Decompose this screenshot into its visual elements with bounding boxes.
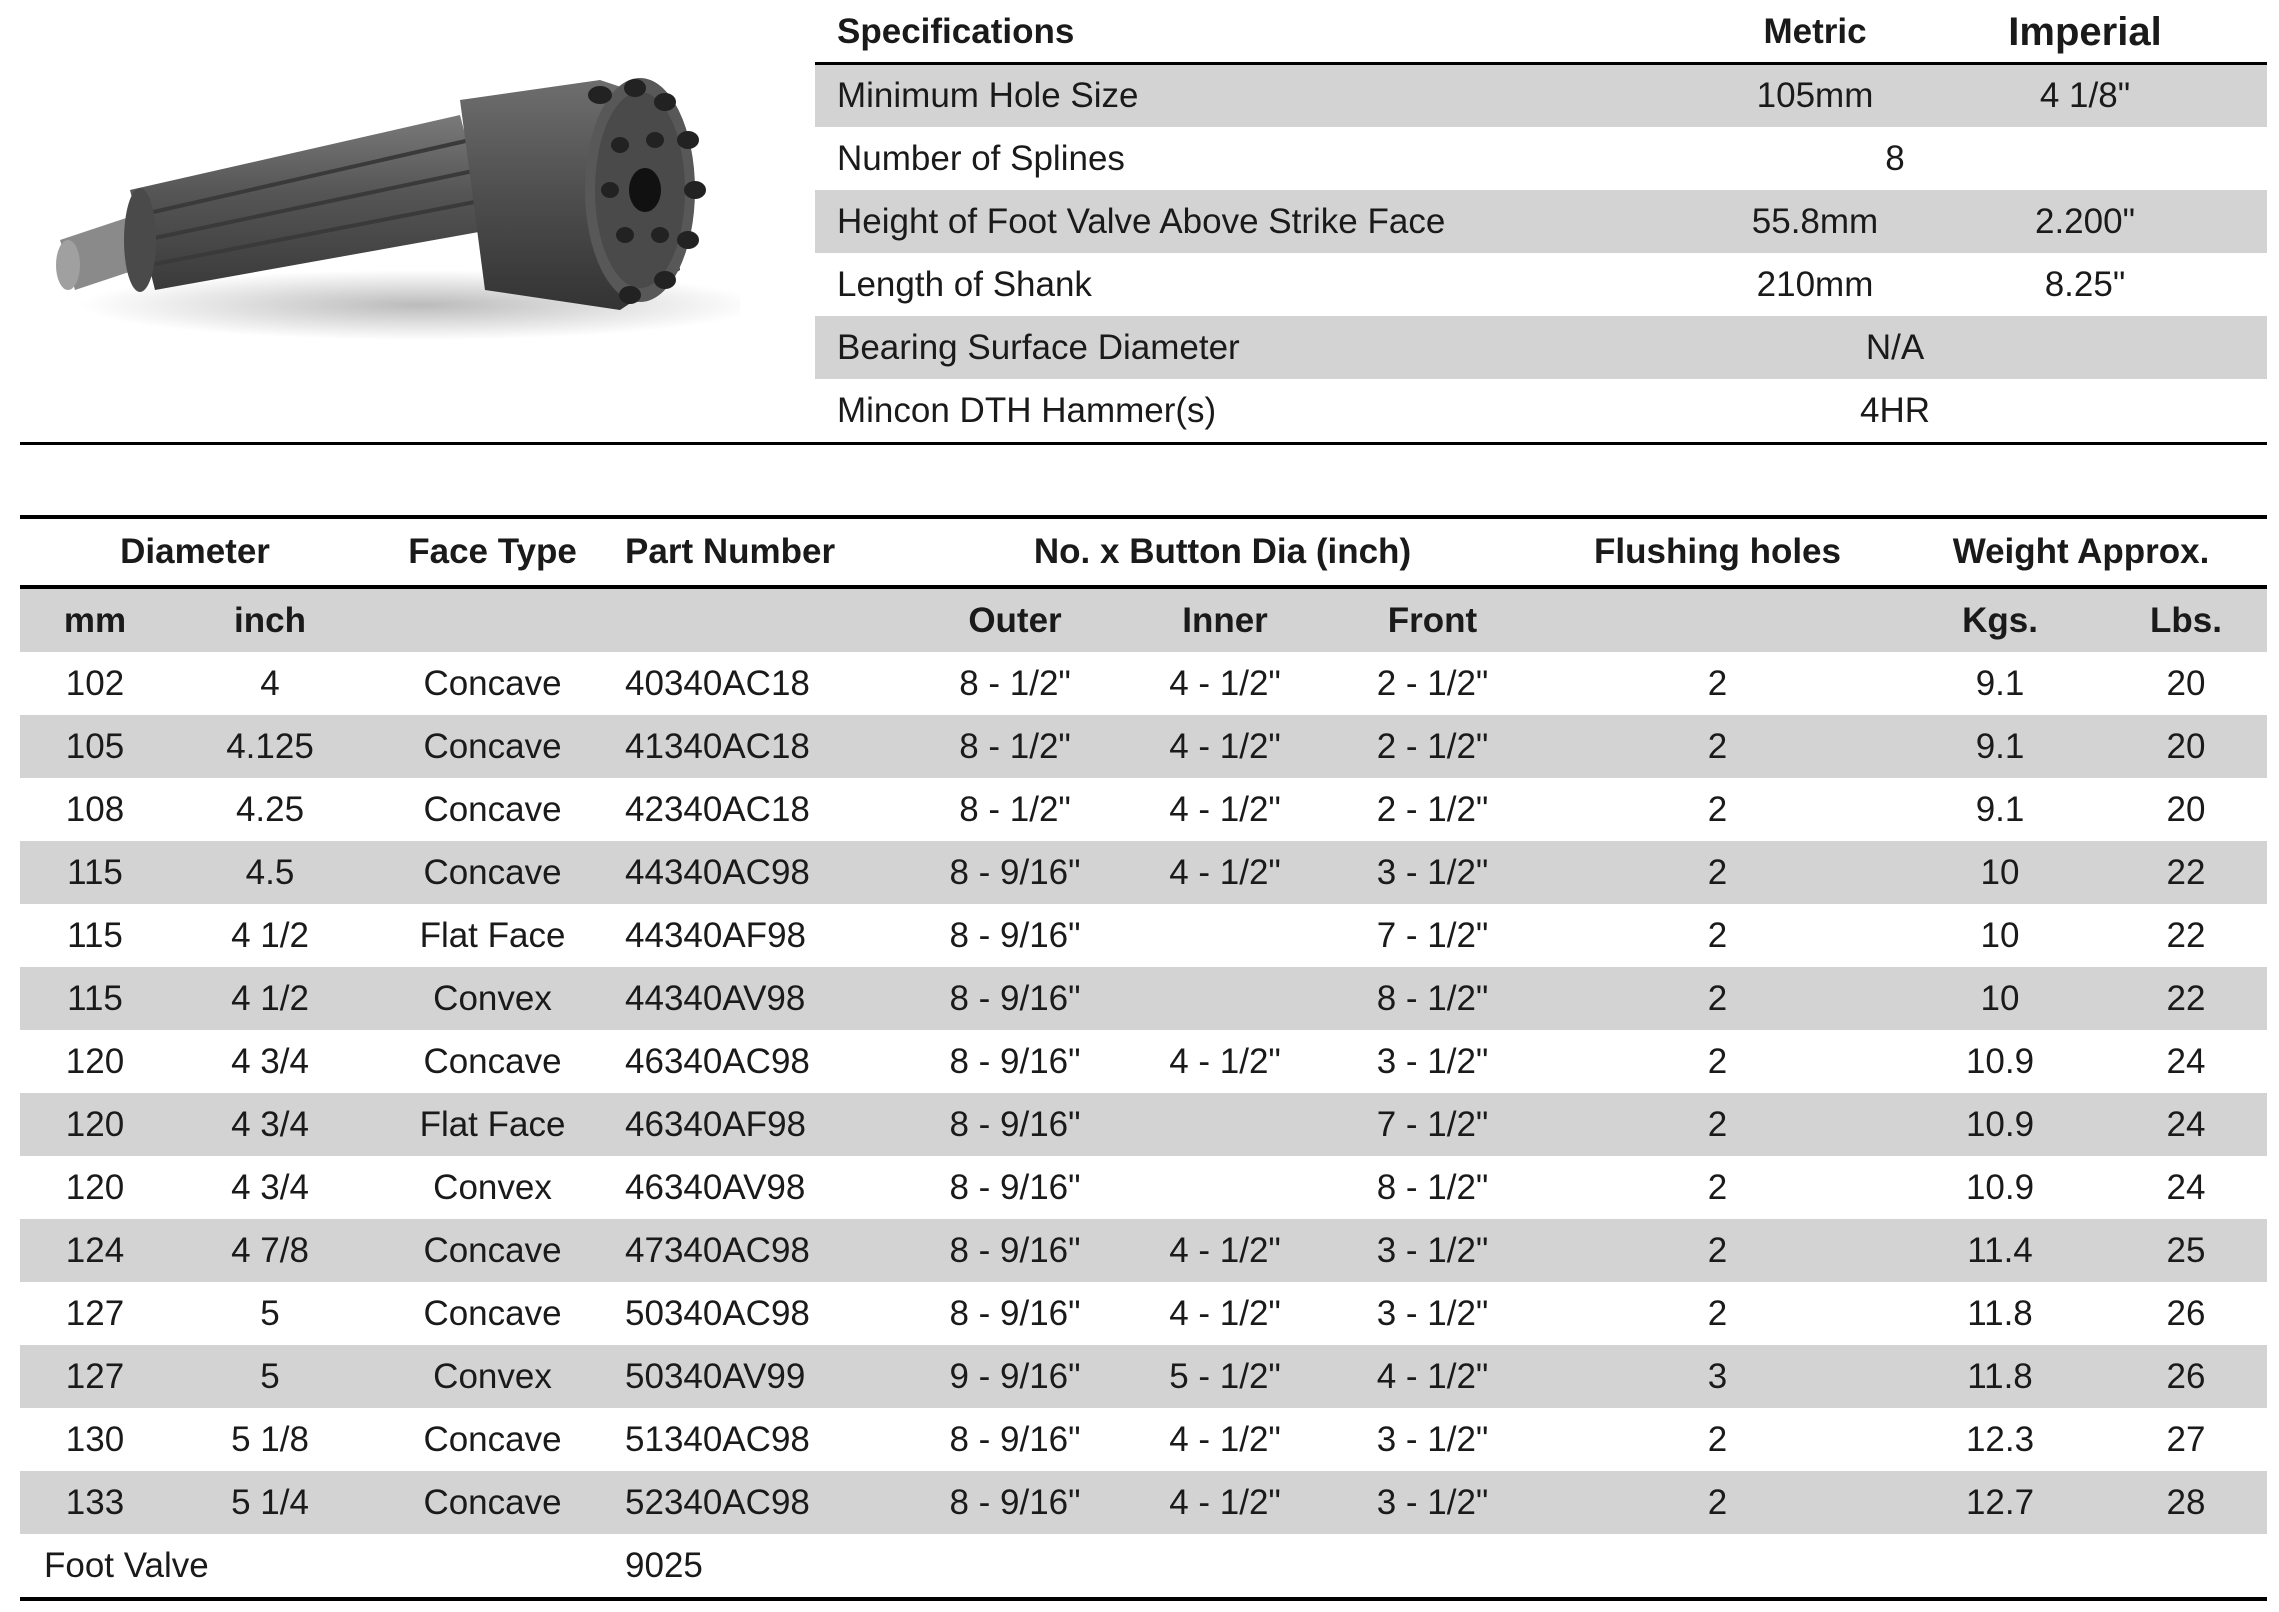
cell-kgs: 9.1 xyxy=(1975,663,2025,703)
cell-inch: 4 xyxy=(260,663,280,703)
subheader-outer: Outer xyxy=(905,587,1125,652)
cell-part-number: 44340AF98 xyxy=(625,915,806,955)
spec-header-row xyxy=(815,0,2267,64)
cell-front: 3 - 1/2" xyxy=(1376,1041,1489,1081)
cell-flushing: 2 xyxy=(1707,1419,1728,1459)
subheader-kgs: Kgs. xyxy=(1895,587,2105,652)
spec-row xyxy=(815,127,2267,190)
cell-mm: 127 xyxy=(20,1345,170,1408)
header-buttons: No. x Button Dia (inch) xyxy=(1033,532,1412,571)
cell-flushing: 2 xyxy=(1540,967,1895,1030)
cell-face-type: Concave xyxy=(370,715,615,778)
cell-inch: 5 1/8 xyxy=(231,1419,309,1459)
cell-inch: 5 xyxy=(170,1345,370,1408)
cell-face-type: Concave xyxy=(423,1419,562,1459)
cell-lbs: 25 xyxy=(2105,1219,2267,1282)
cell-front: 2 - 1/2" xyxy=(1376,789,1489,829)
cell-mm: 130 xyxy=(65,1419,125,1459)
spec-name: Height of Foot Valve Above Strike Face xyxy=(837,202,1446,241)
cell-front: 3 - 1/2" xyxy=(1376,1419,1489,1459)
spec-name: Mincon DTH Hammer(s) xyxy=(837,391,1217,430)
cell-part-number: 50340AC98 xyxy=(625,1293,810,1333)
subheader-blank xyxy=(1540,587,1895,652)
cell-flushing: 2 xyxy=(1707,1041,1728,1081)
cell-inch: 4 7/8 xyxy=(170,1219,370,1282)
cell-inner: 4 - 1/2" xyxy=(1125,1471,1325,1534)
cell-flushing: 2 xyxy=(1707,915,1728,955)
spec-metric-value: 55.8mm xyxy=(1751,202,1879,241)
cell-kgs: 10.9 xyxy=(1895,1093,2105,1156)
cell-part-number: 50340AV99 xyxy=(615,1345,905,1408)
cell-mm: 120 xyxy=(65,1041,125,1081)
table-row xyxy=(20,1282,2267,1345)
table-row xyxy=(20,778,2267,841)
cell-face-type: Concave xyxy=(423,663,562,703)
cell-flushing: 2 xyxy=(1540,1219,1895,1282)
cell-inner xyxy=(1125,1156,1325,1219)
subheader-blank xyxy=(370,587,615,652)
parts-table-body xyxy=(20,652,2267,1534)
drill-bit-icon xyxy=(40,40,740,360)
cell-lbs: 27 xyxy=(2166,1419,2206,1459)
cell-inner: 5 - 1/2" xyxy=(1125,1345,1325,1408)
spec-metric-value: 210mm xyxy=(1756,265,1874,304)
table-row xyxy=(20,1408,2267,1471)
cell-front: 7 - 1/2" xyxy=(1376,915,1489,955)
specifications-table xyxy=(815,0,2267,442)
cell-mm: 124 xyxy=(20,1219,170,1282)
cell-outer: 9 - 9/16" xyxy=(905,1345,1125,1408)
cell-part-number: 42340AC18 xyxy=(625,789,810,829)
cell-flushing: 2 xyxy=(1540,715,1895,778)
subheader-mm: mm xyxy=(20,587,170,652)
cell-outer: 8 - 9/16" xyxy=(949,1293,1081,1333)
table-row xyxy=(20,967,2267,1030)
cell-lbs: 24 xyxy=(2166,1167,2206,1207)
cell-lbs: 26 xyxy=(2166,1293,2206,1333)
cell-front: 3 - 1/2" xyxy=(1376,1293,1489,1333)
cell-mm: 105 xyxy=(20,715,170,778)
spec-header-name: Specifications xyxy=(837,12,1075,51)
cell-front: 7 - 1/2" xyxy=(1325,1093,1540,1156)
spec-row xyxy=(815,253,2267,316)
cell-outer: 8 - 9/16" xyxy=(949,915,1081,955)
spec-imperial-value: 2.200" xyxy=(2034,202,2135,241)
cell-inch: 4.125 xyxy=(170,715,370,778)
spec-value: N/A xyxy=(1865,328,1925,367)
cell-part-number: 46340AC98 xyxy=(625,1041,810,1081)
cell-face-type: Concave xyxy=(423,1293,562,1333)
cell-inch: 4 1/2 xyxy=(170,967,370,1030)
cell-front: 3 - 1/2" xyxy=(1325,841,1540,904)
cell-inner: 4 - 1/2" xyxy=(1169,1293,1281,1333)
spec-rows xyxy=(815,64,2267,442)
cell-lbs: 24 xyxy=(2105,1093,2267,1156)
header-part-number: Part Number xyxy=(625,532,836,571)
cell-kgs: 11.8 xyxy=(1967,1293,2033,1333)
cell-face-type: Concave xyxy=(370,1471,615,1534)
cell-mm: 127 xyxy=(65,1293,125,1333)
cell-lbs: 20 xyxy=(2166,663,2206,703)
cell-kgs: 10.9 xyxy=(1965,1041,2035,1081)
cell-kgs: 9.1 xyxy=(1895,715,2105,778)
spec-row xyxy=(815,190,2267,253)
cell-face-type: Convex xyxy=(370,1345,615,1408)
table-row xyxy=(20,715,2267,778)
cell-lbs: 24 xyxy=(2166,1041,2206,1081)
cell-part-number: 44340AV98 xyxy=(615,967,905,1030)
cell-outer: 8 - 9/16" xyxy=(905,1093,1125,1156)
cell-part-number: 40340AC18 xyxy=(625,663,810,703)
cell-mm: 120 xyxy=(65,1167,125,1207)
cell-kgs: 11.8 xyxy=(1895,1345,2105,1408)
spec-imperial-value: 4 1/8" xyxy=(2039,76,2131,115)
cell-inch: 4.5 xyxy=(170,841,370,904)
cell-kgs: 12.3 xyxy=(1965,1419,2035,1459)
table-row xyxy=(20,1471,2267,1534)
spec-imperial-value: 8.25" xyxy=(2044,265,2126,304)
spec-header-metric: Metric xyxy=(1763,12,1867,51)
cell-face-type: Concave xyxy=(370,1219,615,1282)
cell-lbs: 22 xyxy=(2105,967,2267,1030)
foot-valve-label: Foot Valve xyxy=(44,1545,209,1585)
foot-valve-part: 9025 xyxy=(625,1545,703,1585)
cell-outer: 8 - 9/16" xyxy=(949,1419,1081,1459)
cell-inch: 4 1/2 xyxy=(231,915,309,955)
cell-mm: 120 xyxy=(20,1093,170,1156)
cell-kgs: 10 xyxy=(1895,967,2105,1030)
subheader-inner: Inner xyxy=(1125,587,1325,652)
cell-kgs: 9.1 xyxy=(1975,789,2025,829)
cell-inner: 4 - 1/2" xyxy=(1125,841,1325,904)
header-weight: Weight Approx. xyxy=(1952,532,2210,571)
header-face-type: Face Type xyxy=(408,532,577,571)
cell-front: 4 - 1/2" xyxy=(1325,1345,1540,1408)
cell-kgs: 10.9 xyxy=(1965,1167,2035,1207)
cell-front: 8 - 1/2" xyxy=(1376,1167,1489,1207)
cell-front: 3 - 1/2" xyxy=(1325,1471,1540,1534)
cell-outer: 8 - 9/16" xyxy=(905,967,1125,1030)
cell-part-number: 46340AF98 xyxy=(615,1093,905,1156)
parts-table xyxy=(20,515,2267,1601)
cell-outer: 8 - 9/16" xyxy=(905,1219,1125,1282)
cell-front: 8 - 1/2" xyxy=(1325,967,1540,1030)
table-row xyxy=(20,841,2267,904)
cell-mm: 102 xyxy=(65,663,125,703)
cell-lbs: 26 xyxy=(2105,1345,2267,1408)
table-row xyxy=(20,652,2267,715)
table-row xyxy=(20,904,2267,967)
subheader-inch: inch xyxy=(170,587,370,652)
cell-lbs: 22 xyxy=(2166,915,2206,955)
cell-inch: 4 3/4 xyxy=(231,1167,309,1207)
group-header-row xyxy=(20,517,2267,587)
table-row xyxy=(20,1156,2267,1219)
cell-inner xyxy=(1125,1093,1325,1156)
cell-outer: 8 - 9/16" xyxy=(905,841,1125,904)
cell-inner: 4 - 1/2" xyxy=(1169,789,1281,829)
cell-kgs: 12.7 xyxy=(1895,1471,2105,1534)
cell-lbs: 20 xyxy=(2105,715,2267,778)
cell-flushing: 2 xyxy=(1707,1167,1728,1207)
cell-lbs: 28 xyxy=(2105,1471,2267,1534)
cell-flushing: 2 xyxy=(1707,789,1728,829)
cell-inch: 4 3/4 xyxy=(170,1093,370,1156)
cell-inner: 4 - 1/2" xyxy=(1125,1219,1325,1282)
spec-value: 4HR xyxy=(1859,391,1931,430)
foot-valve-row xyxy=(20,1534,2267,1599)
spec-row xyxy=(815,316,2267,379)
cell-inner: 4 - 1/2" xyxy=(1125,715,1325,778)
spec-metric-value: 105mm xyxy=(1756,76,1874,115)
cell-outer: 8 - 9/16" xyxy=(905,1471,1125,1534)
cell-inner: 4 - 1/2" xyxy=(1169,1041,1281,1081)
cell-inch: 4 3/4 xyxy=(231,1041,309,1081)
cell-face-type: Concave xyxy=(370,841,615,904)
spec-name: Number of Splines xyxy=(837,139,1125,178)
sub-header-row xyxy=(20,587,2267,652)
cell-face-type: Flat Face xyxy=(419,915,566,955)
cell-kgs: 10 xyxy=(1895,841,2105,904)
cell-face-type: Concave xyxy=(423,1041,562,1081)
cell-face-type: Flat Face xyxy=(370,1093,615,1156)
cell-flushing: 2 xyxy=(1540,1093,1895,1156)
cell-mm: 115 xyxy=(67,915,123,955)
cell-part-number: 41340AC18 xyxy=(615,715,905,778)
table-row xyxy=(20,1030,2267,1093)
drill-bit-image xyxy=(40,40,740,360)
cell-inner xyxy=(1125,967,1325,1030)
foot-valve-blank xyxy=(905,1534,2267,1599)
cell-mm: 115 xyxy=(20,841,170,904)
cell-kgs: 10 xyxy=(1980,915,2020,955)
cell-front: 2 - 1/2" xyxy=(1325,715,1540,778)
spec-header-imperial: Imperial xyxy=(2008,10,2162,54)
foot-valve-blank xyxy=(370,1534,615,1599)
cell-mm: 108 xyxy=(65,789,125,829)
cell-mm: 115 xyxy=(20,967,170,1030)
cell-outer: 8 - 1/2" xyxy=(959,789,1071,829)
cell-inner: 4 - 1/2" xyxy=(1169,1419,1281,1459)
cell-outer: 8 - 9/16" xyxy=(949,1041,1081,1081)
cell-part-number: 46340AV98 xyxy=(625,1167,806,1207)
cell-front: 3 - 1/2" xyxy=(1325,1219,1540,1282)
cell-flushing: 2 xyxy=(1707,663,1728,703)
cell-flushing: 2 xyxy=(1540,1471,1895,1534)
cell-inch: 5 1/4 xyxy=(170,1471,370,1534)
subheader-lbs: Lbs. xyxy=(2105,587,2267,652)
cell-outer: 8 - 9/16" xyxy=(949,1167,1081,1207)
subheader-blank xyxy=(615,587,905,652)
cell-face-type: Convex xyxy=(433,1167,552,1207)
cell-outer: 8 - 1/2" xyxy=(905,715,1125,778)
spec-name: Minimum Hole Size xyxy=(837,76,1139,115)
cell-part-number: 44340AC98 xyxy=(615,841,905,904)
spec-name: Bearing Surface Diameter xyxy=(837,328,1240,367)
cell-inner: 4 - 1/2" xyxy=(1169,663,1281,703)
cell-mm: 133 xyxy=(20,1471,170,1534)
cell-inch: 5 xyxy=(260,1293,280,1333)
table-row xyxy=(20,1219,2267,1282)
header-flushing: Flushing holes xyxy=(1594,532,1841,571)
cell-part-number: 47340AC98 xyxy=(615,1219,905,1282)
cell-lbs: 20 xyxy=(2166,789,2206,829)
cell-inch: 4.25 xyxy=(235,789,305,829)
cell-flushing: 3 xyxy=(1540,1345,1895,1408)
table-row xyxy=(20,1345,2267,1408)
spec-row xyxy=(815,64,2267,127)
cell-inner xyxy=(1125,904,1325,967)
cell-part-number: 52340AC98 xyxy=(615,1471,905,1534)
spec-header-rule xyxy=(815,62,2267,65)
cell-flushing: 2 xyxy=(1707,1293,1728,1333)
cell-part-number: 51340AC98 xyxy=(625,1419,810,1459)
cell-kgs: 11.4 xyxy=(1895,1219,2105,1282)
cell-face-type: Concave xyxy=(423,789,562,829)
spec-value: 8 xyxy=(1885,139,1905,178)
spec-row xyxy=(815,379,2267,442)
header-diameter: Diameter xyxy=(120,532,270,571)
cell-flushing: 2 xyxy=(1540,841,1895,904)
cell-front: 2 - 1/2" xyxy=(1376,663,1489,703)
spec-bottom-rule xyxy=(20,442,2267,445)
spec-name: Length of Shank xyxy=(837,265,1092,304)
subheader-front: Front xyxy=(1325,587,1540,652)
cell-lbs: 22 xyxy=(2105,841,2267,904)
cell-outer: 8 - 1/2" xyxy=(959,663,1071,703)
cell-face-type: Convex xyxy=(370,967,615,1030)
table-row xyxy=(20,1093,2267,1156)
